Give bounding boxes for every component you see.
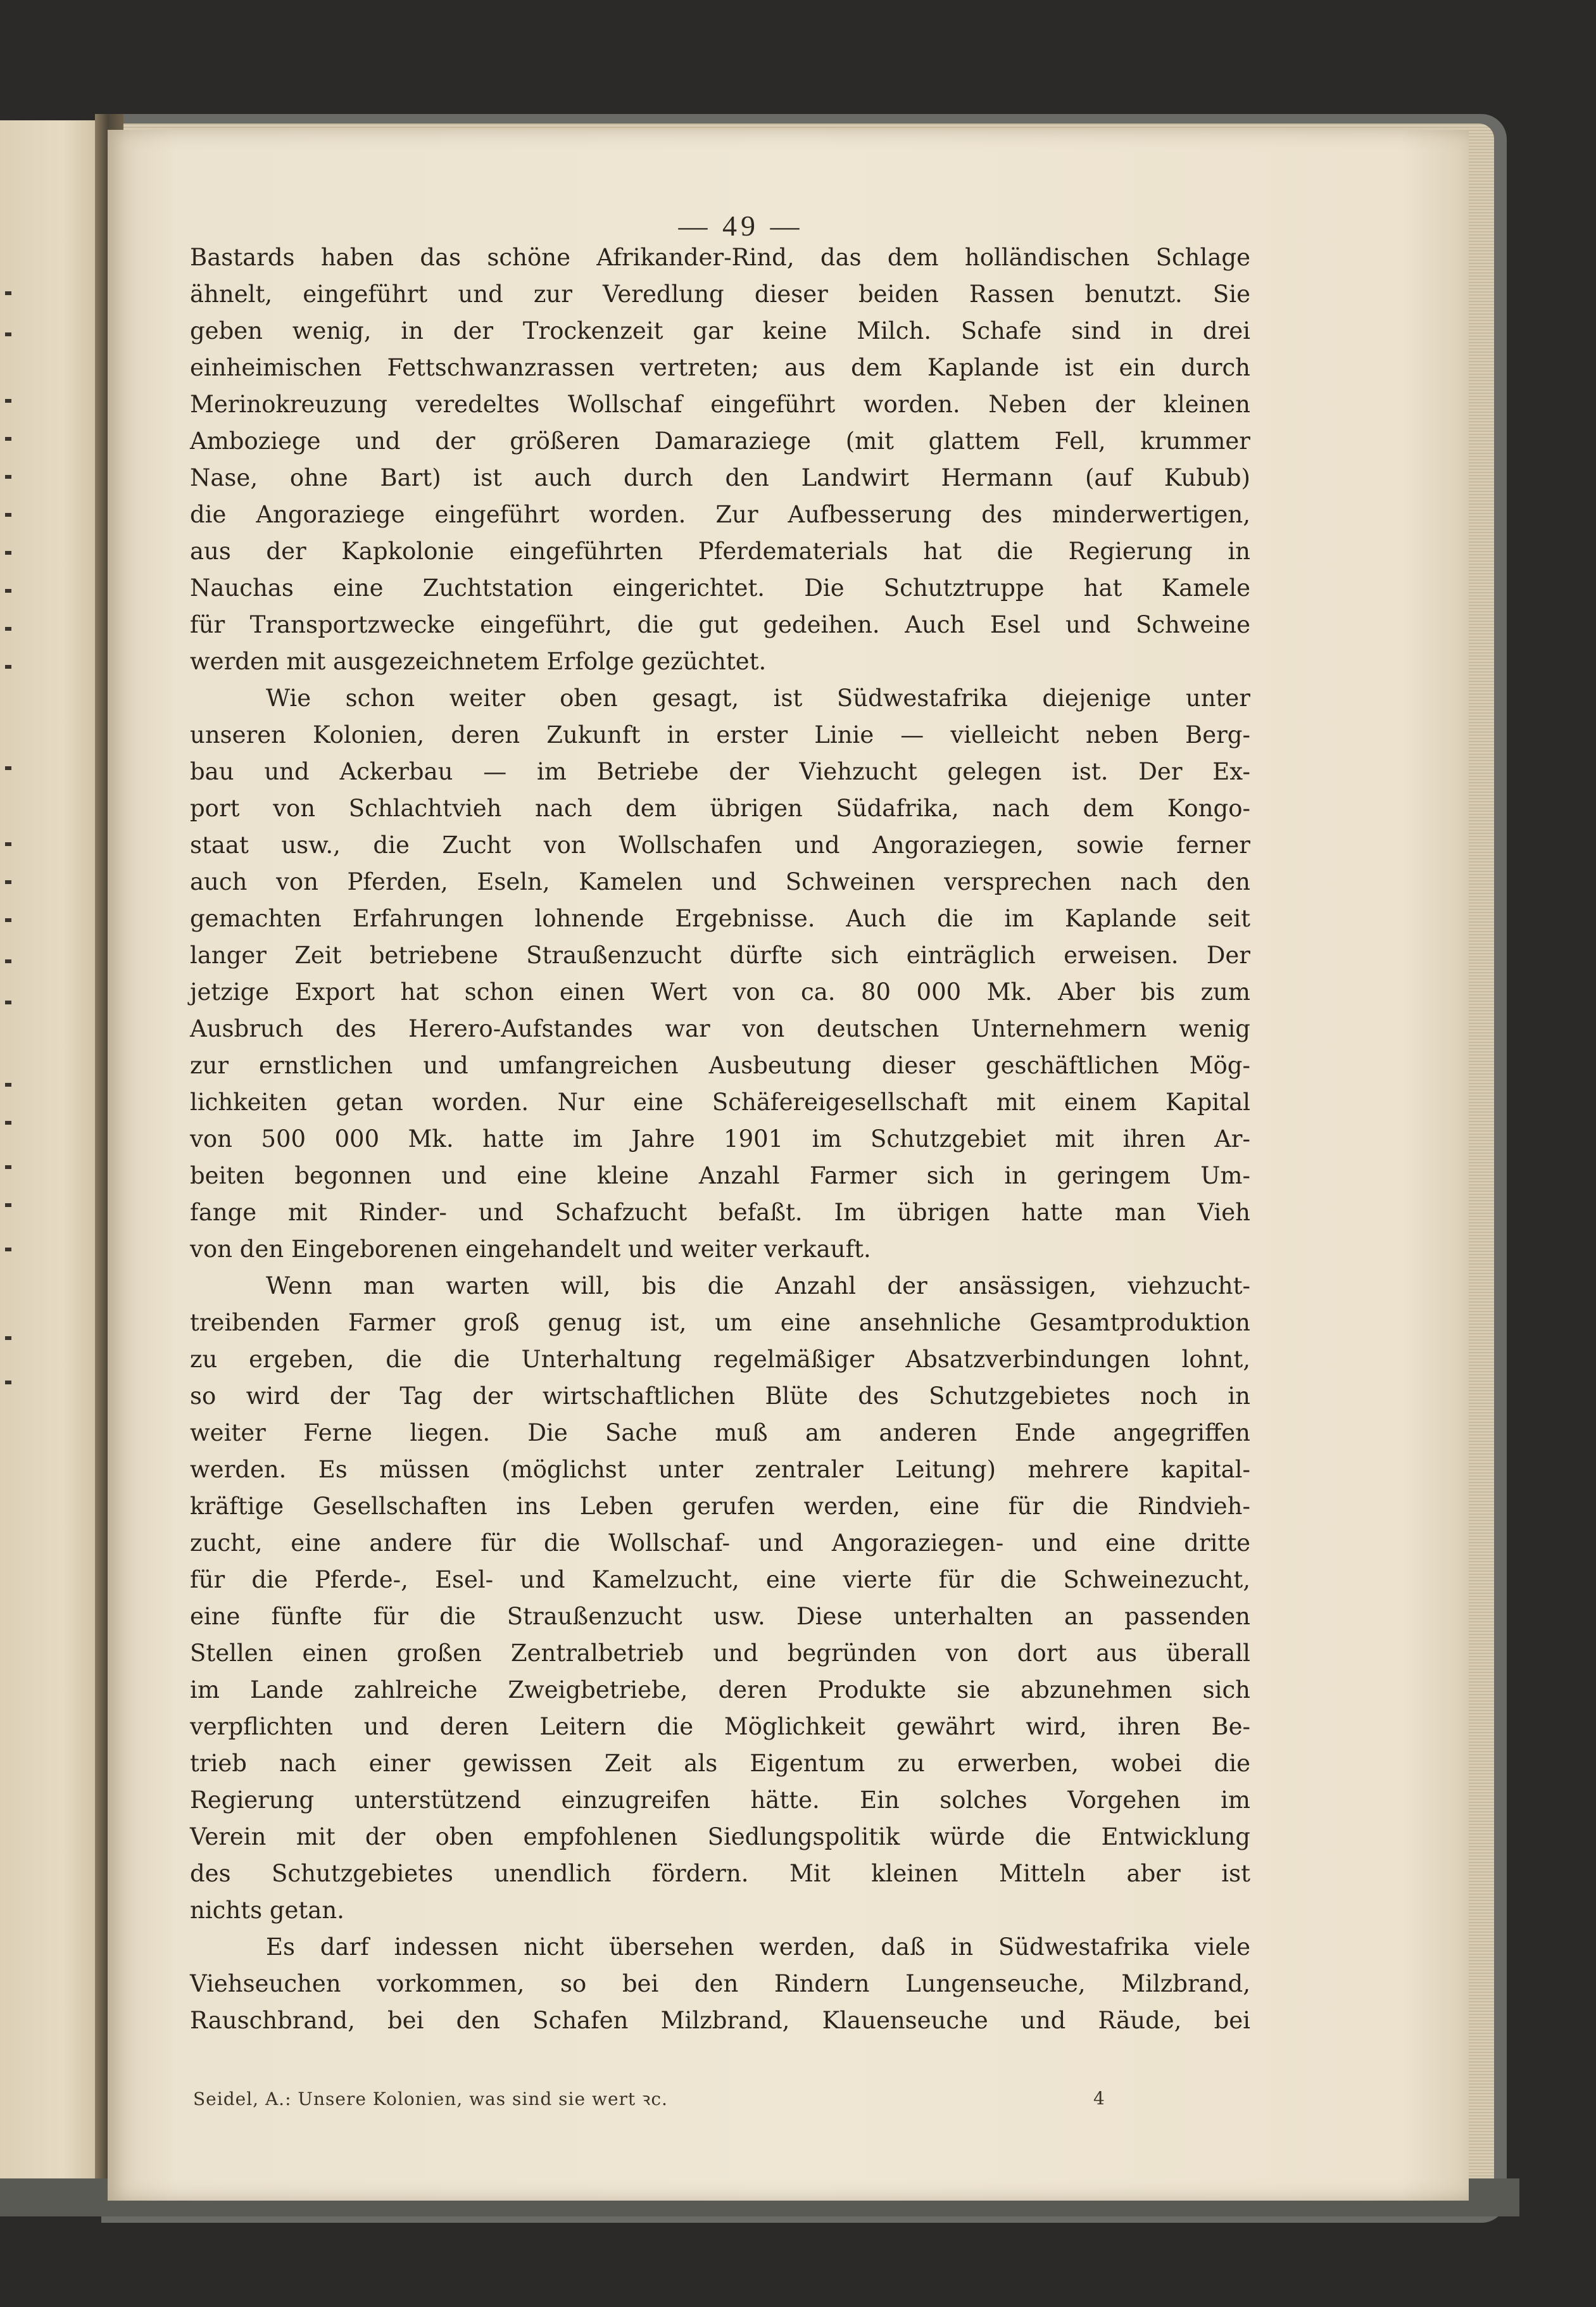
text-line: geben wenig, in der Trockenzeit gar keine Milch. Schafe sind in drei — [190, 317, 1250, 344]
text-line: unseren Kolonien, deren Zukunft in erster Linie — vielleicht neben Berg- — [190, 721, 1250, 749]
text-line: gemachten Erfahrungen lohnende Ergebnisse. Auch die im Kaplande seit — [190, 905, 1250, 932]
text-line: Viehseuchen vorkommen, so bei den Rindern Lungenseuche, Milzbrand, — [190, 1970, 1250, 1997]
left-page-glyph — [5, 959, 11, 963]
text-line: Es darf indessen nicht übersehen werden, daß in Südwestafrika viele — [266, 1933, 1250, 1961]
text-line: staat usw., die Zucht von Wollschafen und Angoraziegen, sowie ferner — [190, 831, 1250, 859]
text-line: jetzige Export hat schon einen Wert von ca. 80 000 Mk. Aber bis zum — [190, 978, 1250, 1006]
left-page-glyph — [5, 1083, 11, 1087]
text-line: zur ernstlichen und umfangreichen Ausbeutung dieser geschäftlichen Mög- — [190, 1052, 1250, 1079]
text-line: trieb nach einer gewissen Zeit als Eigentum zu erwerben, wobei die — [190, 1750, 1250, 1777]
text-line: verpflichten und deren Leitern die Möglichkeit gewährt wird, ihren Be- — [190, 1713, 1250, 1740]
text-line: auch von Pferden, Eseln, Kamelen und Schweinen versprechen nach den — [190, 868, 1250, 895]
text-line: nichts getan. — [190, 1897, 344, 1924]
text-line: Ausbruch des Herero-Aufstandes war von deutschen Unternehmern wenig — [190, 1015, 1250, 1042]
left-page-glyph — [5, 589, 11, 593]
left-page-glyph — [5, 437, 11, 441]
text-line: werden mit ausgezeichnetem Erfolge gezüchtet. — [190, 648, 767, 675]
footer-citation: Seidel, A.: Unsere Kolonien, was sind sie wert ꝛc. — [193, 2089, 668, 2109]
left-page-glyph — [5, 1121, 11, 1125]
text-line: einheimischen Fettschwanzrassen vertreten; aus dem Kaplande ist ein durch — [190, 354, 1250, 381]
page-number: — 49 — — [678, 210, 803, 242]
text-line: bau und Ackerbau — im Betriebe der Viehzucht gelegen ist. Der Ex- — [190, 758, 1250, 785]
text-line: Wie schon weiter oben gesagt, ist Südwestafrika diejenige unter — [266, 685, 1250, 712]
text-line: ähnelt, eingeführt und zur Veredlung dieser beiden Rassen benutzt. Sie — [190, 281, 1250, 308]
text-line: für die Pferde-, Esel- und Kamelzucht, eine vierte für die Schweinezucht, — [190, 1566, 1250, 1593]
left-page-glyph — [5, 1001, 11, 1004]
left-page-glyph — [5, 1248, 11, 1251]
text-line: lichkeiten getan worden. Nur eine Schäfereigesellschaft mit einem Kapital — [190, 1089, 1250, 1116]
text-line: eine fünfte für die Straußenzucht usw. Diese unterhalten an passenden — [190, 1603, 1250, 1630]
left-page-glyph — [5, 475, 11, 479]
text-line: Verein mit der oben empfohlenen Siedlungspolitik würde die Entwicklung — [190, 1823, 1250, 1850]
text-line: Nauchas eine Zuchtstation eingerichtet. Die Schutztruppe hat Kamele — [190, 574, 1250, 602]
text-line: fange mit Rinder- und Schafzucht befaßt. Im übrigen hatte man Vieh — [190, 1199, 1250, 1226]
text-line: für Transportzwecke eingeführt, die gut gedeihen. Auch Esel und Schweine — [190, 611, 1250, 638]
text-line: Stellen einen großen Zentralbetrieb und begründen von dort aus überall — [190, 1640, 1250, 1667]
text-line: von 500 000 Mk. hatte im Jahre 1901 im Schutzgebiet mit ihren Ar- — [190, 1125, 1250, 1153]
left-page-glyph — [5, 291, 11, 295]
left-page-glyph — [5, 627, 11, 631]
left-page-glyph — [5, 1336, 11, 1340]
left-page-glyph — [5, 513, 11, 517]
text-line: Bastards haben das schöne Afrikander-Rind, das dem holländischen Schlage — [190, 244, 1250, 271]
left-facing-page — [0, 120, 104, 2185]
text-line: zucht, eine andere für die Wollschaf- und Angoraziegen- und eine dritte — [190, 1529, 1250, 1557]
left-page-glyph — [5, 1381, 11, 1384]
text-line: weiter Ferne liegen. Die Sache muß am anderen Ende angegriffen — [190, 1419, 1250, 1446]
body-text — [190, 239, 1250, 2039]
text-line: treibenden Farmer groß genug ist, um eine ansehnliche Gesamtproduktion — [190, 1309, 1250, 1336]
text-line: beiten begonnen und eine kleine Anzahl Farmer sich in geringem Um- — [190, 1162, 1250, 1189]
left-page-glyph — [5, 766, 11, 770]
text-line: die Angoraziege eingeführt worden. Zur Aufbesserung des minderwertigen, — [190, 501, 1250, 528]
text-line: kräftige Gesellschaften ins Leben gerufen werden, eine für die Rindvieh- — [190, 1493, 1250, 1520]
text-line: so wird der Tag der wirtschaftlichen Blüte des Schutzgebietes noch in — [190, 1382, 1250, 1410]
text-line: von den Eingeborenen eingehandelt und weiter verkauft. — [190, 1236, 871, 1263]
left-page-glyph — [5, 880, 11, 884]
left-page-glyph — [5, 399, 11, 403]
left-page-glyph — [5, 551, 11, 555]
left-page-glyph — [5, 1203, 11, 1207]
text-line: im Lande zahlreiche Zweigbetriebe, deren Produkte sie abzunehmen sich — [190, 1676, 1250, 1703]
left-page-glyph — [5, 332, 11, 336]
text-line: Wenn man warten will, bis die Anzahl der ansässigen, viehzucht- — [266, 1272, 1250, 1299]
text-line: werden. Es müssen (möglichst unter zentraler Leitung) mehrere kapital- — [190, 1456, 1250, 1483]
left-page-glyph — [5, 842, 11, 846]
left-page-glyph — [5, 1165, 11, 1169]
signature-mark: 4 — [1093, 2088, 1105, 2109]
text-line: Rauschbrand, bei den Schafen Milzbrand, Klauenseuche und Räude, bei — [190, 2007, 1250, 2034]
left-page-glyph — [5, 918, 11, 922]
left-page-glyph — [5, 665, 11, 669]
text-line: Merinokreuzung veredeltes Wollschaf eingeführt worden. Neben der kleinen — [190, 391, 1250, 418]
text-line: des Schutzgebietes unendlich fördern. Mit kleinen Mitteln aber ist — [190, 1860, 1250, 1887]
text-line: aus der Kapkolonie eingeführten Pferdematerials hat die Regierung in — [190, 538, 1250, 565]
text-line: port von Schlachtvieh nach dem übrigen Südafrika, nach dem Kongo- — [190, 795, 1250, 822]
text-line: langer Zeit betriebene Straußenzucht dürfte sich einträglich erweisen. Der — [190, 942, 1250, 969]
text-line: Nase, ohne Bart) ist auch durch den Landwirt Hermann (auf Kubub) — [190, 464, 1250, 491]
text-line: zu ergeben, die die Unterhaltung regelmäßiger Absatzverbindungen lohnt, — [190, 1346, 1250, 1373]
text-line: Amboziege und der größeren Damaraziege (mit glattem Fell, krummer — [190, 427, 1250, 455]
text-line: Regierung unterstützend einzugreifen hätte. Ein solches Vorgehen im — [190, 1786, 1250, 1814]
